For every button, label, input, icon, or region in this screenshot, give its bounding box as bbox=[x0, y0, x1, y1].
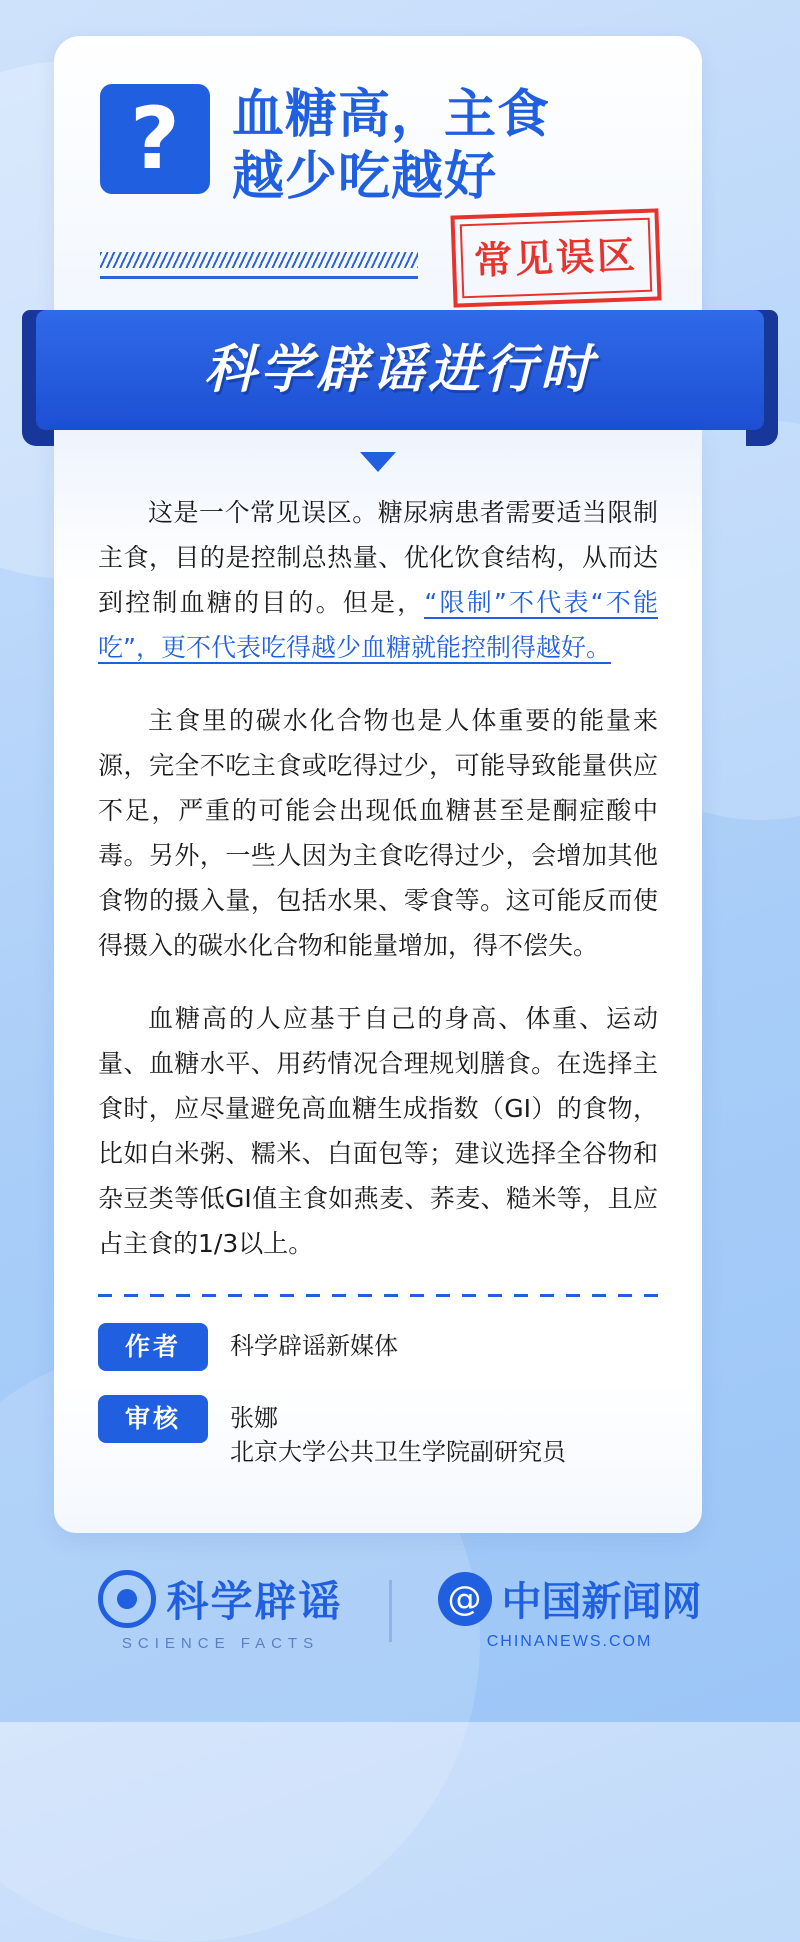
chinanews-name: 中国新闻网 bbox=[501, 1579, 702, 1625]
article-paragraph-3: 血糖高的人应基于自己的身高、体重、运动量、血糖水平、用药情况合理规划膳食。在选择主食时，应尽量避免高血糖生成指数（GI）的食物，比如白米粥、糯米、白面包等；建议选择全谷物和杂豆类等低GI值主食如燕麦、荞麦、糙米等，且应占主食的1/3以上。 bbox=[98, 1004, 658, 1258]
article-card bbox=[54, 430, 702, 1533]
science-facts-logo-icon bbox=[98, 1570, 156, 1628]
footer-divider bbox=[389, 1580, 392, 1642]
question-mark-icon bbox=[100, 84, 210, 194]
page-title bbox=[232, 84, 662, 208]
article-paragraph-2: 主食里的碳水化合物也是人体重要的能量来源，完全不吃主食或吃得过少，可能导致能量供应不足，严重的可能会出现低血糖甚至是酮症酸中毒。另外，一些人因为主食吃得过少，会增加其他食物的摄入量，包括水果、零食等。这可能反而使得摄入的碳水化合物和能量增加，得不偿失。 bbox=[98, 706, 658, 960]
chinanews-subtitle: CHINANEWS.COM bbox=[486, 1633, 653, 1650]
footer bbox=[0, 1569, 800, 1652]
science-facts-logo-main bbox=[98, 1569, 342, 1629]
credit-reviewer-affiliation: 北京大学公共卫生学院副研究员 bbox=[230, 1438, 566, 1466]
science-facts-name: 科学辟谣 bbox=[166, 1577, 343, 1626]
banner-plate bbox=[36, 310, 764, 430]
science-facts-subtitle: SCIENCE FACTS bbox=[121, 1635, 320, 1652]
credit-author-tag: 作者 bbox=[98, 1323, 208, 1371]
divider bbox=[98, 1294, 658, 1297]
chinanews-logo bbox=[438, 1570, 702, 1651]
banner-title: 科学辟谣进行时 bbox=[203, 340, 596, 400]
status-badge bbox=[450, 208, 661, 307]
at-sign-icon: @ bbox=[438, 1572, 492, 1626]
banner bbox=[22, 310, 778, 446]
question-mark-glyph: ? bbox=[130, 89, 180, 189]
page-title-line2: 越少吃越好 bbox=[232, 147, 498, 207]
title-underline-rule bbox=[100, 276, 418, 279]
paragraph-1-text: 这是一个常见误区。糖尿病患者需要适当限制主食，目的是控制总热量、优化饮食结构，从而达到控制血糖的目的。但是， bbox=[98, 498, 658, 617]
chinanews-logo-main bbox=[438, 1570, 702, 1627]
chevron-down-icon bbox=[360, 452, 396, 472]
credit-reviewer-name: 张娜 bbox=[230, 1404, 278, 1432]
credit-reviewer-tag: 审核 bbox=[98, 1395, 208, 1443]
article-paragraph-1 bbox=[98, 490, 658, 670]
credit-author-value: 科学辟谣新媒体 bbox=[230, 1332, 398, 1360]
title-hatch-decoration bbox=[100, 252, 418, 268]
paragraph-1-highlight: “限制”不代表“不能吃”，更不代表吃得越少血糖就能控制得越好。 bbox=[98, 588, 658, 662]
credit-author-row bbox=[98, 1323, 658, 1371]
page-title-line1: 血糖高，主食 bbox=[232, 85, 551, 145]
science-facts-logo bbox=[98, 1569, 342, 1652]
credit-reviewer-value bbox=[230, 1395, 566, 1469]
status-badge-label: 常见误区 bbox=[473, 233, 639, 283]
credit-reviewer-row bbox=[98, 1395, 658, 1469]
